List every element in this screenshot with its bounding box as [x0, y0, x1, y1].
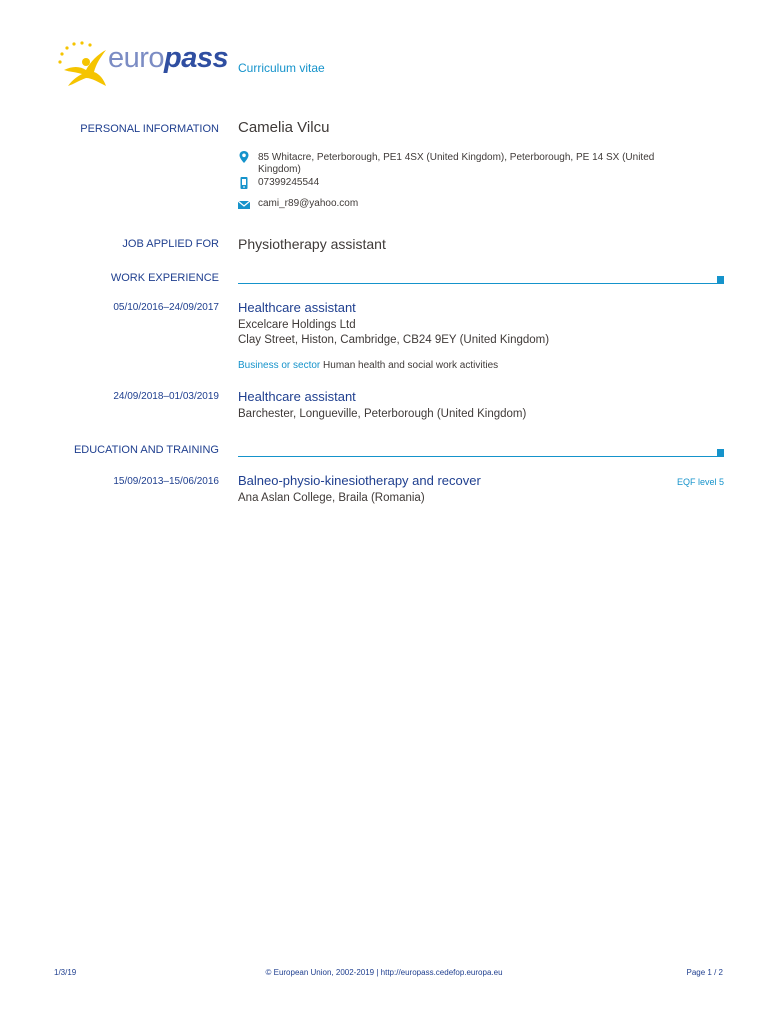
- work-experience-rule: [238, 283, 724, 284]
- envelope-icon: [237, 198, 251, 212]
- education-entry-1-dates: 15/09/2013–15/06/2016: [113, 476, 219, 487]
- job-applied-value: Physiotherapy assistant: [238, 236, 386, 252]
- work-entry-2-dates: 24/09/2018–01/03/2019: [113, 391, 219, 402]
- sector-label: Business or sector: [238, 360, 321, 371]
- wordmark-euro: euro: [108, 42, 165, 74]
- work-entry-2-title: Healthcare assistant: [238, 389, 356, 404]
- wordmark-pass: pass: [164, 42, 229, 74]
- location-pin-icon: [237, 150, 251, 164]
- work-experience-marker: [717, 276, 724, 283]
- personal-information-label: PERSONAL INFORMATION: [80, 123, 219, 135]
- footer-page-number: Page 1 / 2: [686, 968, 723, 977]
- email-link[interactable]: cami_r89@yahoo.com: [258, 198, 359, 209]
- job-applied-label: JOB APPLIED FOR: [122, 238, 219, 250]
- work-experience-label: WORK EXPERIENCE: [110, 272, 219, 284]
- education-entry-1-eqf-level: EQF level 5: [676, 477, 724, 487]
- education-entry-1-title: Balneo-physio-kinesiotherapy and recover: [238, 473, 481, 488]
- work-entry-1-dates: 05/10/2016–24/09/2017: [113, 302, 219, 313]
- address-line-1: 85 Whitacre, Peterborough, PE1 4SX (United Kingdom), Peterborough, PE 14 SX (United: [258, 152, 655, 163]
- education-label: EDUCATION AND TRAINING: [73, 444, 219, 456]
- europass-wordmark: [108, 44, 228, 73]
- document-title: Curriculum vitae: [238, 61, 325, 75]
- education-marker: [717, 449, 724, 456]
- applicant-name: Camelia Vilcu: [238, 119, 330, 136]
- work-entry-1-employer: Excelcare Holdings Ltd: [238, 319, 356, 331]
- work-entry-2-employer: Barchester, Longueville, Peterborough (United Kingdom): [238, 408, 527, 420]
- education-entry-1-institution: Ana Aslan College, Braila (Romania): [238, 492, 425, 504]
- address: [258, 152, 718, 176]
- phone-number: 07399245544: [258, 177, 320, 188]
- work-entry-1-address: Clay Street, Histon, Cambridge, CB24 9EY (United Kingdom): [238, 334, 550, 346]
- work-entry-1-title: Healthcare assistant: [238, 300, 356, 315]
- mobile-phone-icon: [237, 176, 251, 190]
- footer-copyright[interactable]: © European Union, 2002-2019 | http://europass.cedefop.europa.eu: [265, 968, 503, 977]
- work-entry-1-sector: [238, 360, 498, 371]
- footer-date: 1/3/19: [54, 968, 77, 977]
- address-line-2: Kingdom): [258, 164, 301, 175]
- education-rule: [238, 456, 724, 457]
- sector-value: Human health and social work activities: [323, 360, 499, 371]
